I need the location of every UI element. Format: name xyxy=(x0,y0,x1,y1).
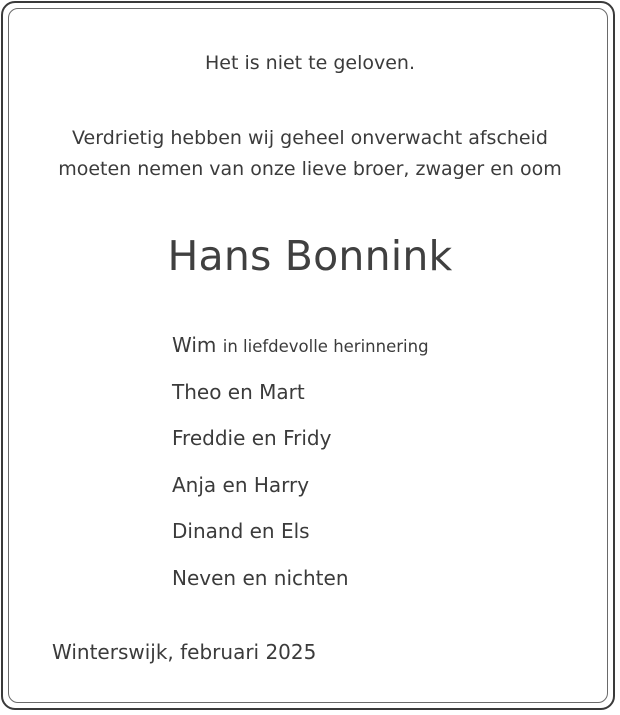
mourner-name: Wim xyxy=(172,333,217,357)
deceased-name: Hans Bonnink xyxy=(167,232,453,280)
mourner-note: in liefdevolle herinnering xyxy=(222,337,429,356)
mourner-entry xyxy=(172,330,429,377)
mourner-list xyxy=(172,330,429,609)
mourner-name: Dinand en Els xyxy=(172,519,310,543)
opening-line: Het is niet te geloven. xyxy=(204,52,416,74)
mourner-entry xyxy=(172,516,429,563)
mourner-entry xyxy=(172,377,429,424)
mourner-name: Anja en Harry xyxy=(172,472,310,497)
intro-line-1: Verdrietig hebben wij geheel onverwacht afscheid xyxy=(72,127,548,149)
intro-line-2: moeten nemen van onze lieve broer, zwager en oom xyxy=(58,158,562,180)
mourner-entry xyxy=(172,470,429,517)
mourner-name: Theo en Mart xyxy=(172,379,305,404)
mourner-entry xyxy=(172,423,429,470)
mourner-name: Neven en nichten xyxy=(172,565,349,590)
mourner-entry xyxy=(172,563,429,610)
mourner-name: Freddie en Fridy xyxy=(172,426,332,450)
place-and-date: Winterswijk, februari 2025 xyxy=(52,640,317,664)
